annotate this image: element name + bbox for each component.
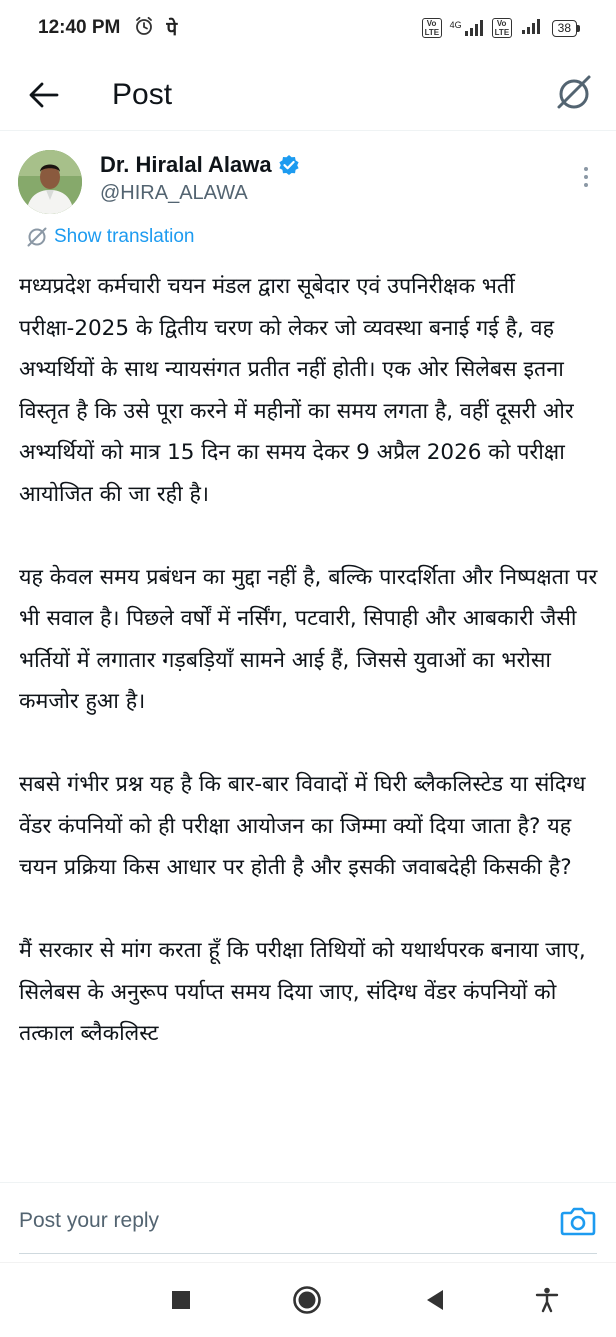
post-header [0, 60, 616, 130]
more-options-button[interactable] [574, 162, 598, 192]
post-paragraph: मध्यप्रदेश कर्मचारी चयन मंडल द्वारा सूबेदार एवं उपनिरीक्षक भर्ती परीक्षा-2025 के द्वितीय चरण को लेकर जो व्यवस्था बनाई गई है, वह अभ्यर्थियों के साथ न्यायसंगत प्रतीत नहीं होती। एक ओर सिलेबस इतना विस्तृत है कि उसे पूरा करने में महीनों का समय लगता है, वहीं दूसरी ओर अभ्यर्थियों को मात्र 15 दिन का समय देकर 9 अप्रैल 2026 को परीक्षा आयोजित की जा रही है। [19, 274, 574, 507]
volte-icon-2: Vo LTE [492, 18, 512, 38]
post-paragraph: सबसे गंभीर प्रश्न यह है कि बार-बार विवादों में घिरी ब्लैकलिस्टेड या संदिग्ध वेंडर कंपनियों को ही परीक्षा आयोजन का जिम्मा क्यों दिया जाता है? यह चयन प्रक्रिया किस आधार पर होती है और इसकी जवाबदेही किसकी है? [19, 772, 586, 880]
status-system-icons [422, 18, 580, 38]
status-time: 12:40 PM [38, 17, 121, 38]
reply-underline [19, 1253, 597, 1254]
arrow-left-icon [29, 82, 59, 108]
camera-icon [560, 1205, 596, 1237]
alarm-icon [134, 16, 154, 40]
recents-button[interactable] [166, 1285, 196, 1315]
triangle-back-icon [425, 1289, 445, 1311]
camera-button[interactable] [560, 1205, 596, 1237]
system-nav-bar [0, 1262, 616, 1337]
signal-icon [520, 18, 544, 38]
post-paragraph: यह केवल समय प्रबंधन का मुद्दा नहीं है, बल्कि पारदर्शिता और निष्पक्षता पर भी सवाल है। पिछले वर्षों में नर्सिंग, पटवारी, सिपाही और आबकारी जैसी भर्तियों में लगातार गड़बड़ियाँ सामने आई हैं, जिससे युवाओं का भरोसा कमजोर हुआ है। [19, 564, 598, 714]
author-name-line [100, 152, 300, 178]
reply-input[interactable]: Post your reply [19, 1209, 160, 1232]
signal-4g-icon [450, 20, 484, 36]
verified-badge-icon [278, 154, 300, 176]
reply-bar [0, 1182, 616, 1263]
author-handle[interactable]: @HIRA_ALAWA [100, 182, 248, 204]
accessibility-icon [535, 1287, 559, 1313]
status-bar [0, 0, 616, 56]
avatar[interactable] [18, 150, 82, 214]
post-paragraph: मैं सरकार से मांग करता हूँ कि परीक्षा तिथियों को यथार्थपरक बनाया जाए, सिलेबस के अनुरूप पर्याप्त समय दिया जाए, संदिग्ध वेंडर कंपनियों को तत्काल ब्लैकलिस्ट [19, 938, 586, 1046]
grok-icon [555, 73, 593, 111]
show-translation-link[interactable] [26, 226, 194, 248]
battery-level: 38 [552, 20, 577, 37]
author-name[interactable]: Dr. Hiralal Alawa [100, 152, 272, 177]
accessibility-button[interactable] [532, 1285, 562, 1315]
square-icon [171, 1290, 191, 1310]
battery-icon [552, 20, 580, 37]
post-text [19, 266, 602, 1096]
nav-back-button[interactable] [420, 1285, 450, 1315]
network-label: 4G [449, 20, 462, 30]
show-translation-label: Show translation [54, 226, 195, 247]
page-title: Post [112, 78, 173, 111]
translate-icon [26, 226, 48, 248]
circle-icon [292, 1285, 322, 1315]
author-row [18, 148, 598, 216]
header-divider [0, 130, 616, 131]
status-notification-icons [134, 15, 177, 41]
carrier-app-glyph: पे [166, 18, 178, 40]
back-button[interactable] [14, 65, 74, 125]
volte-icon: Vo LTE [422, 18, 442, 38]
more-vertical-icon [584, 167, 588, 171]
home-button[interactable] [292, 1285, 322, 1315]
grok-button[interactable] [550, 68, 598, 116]
